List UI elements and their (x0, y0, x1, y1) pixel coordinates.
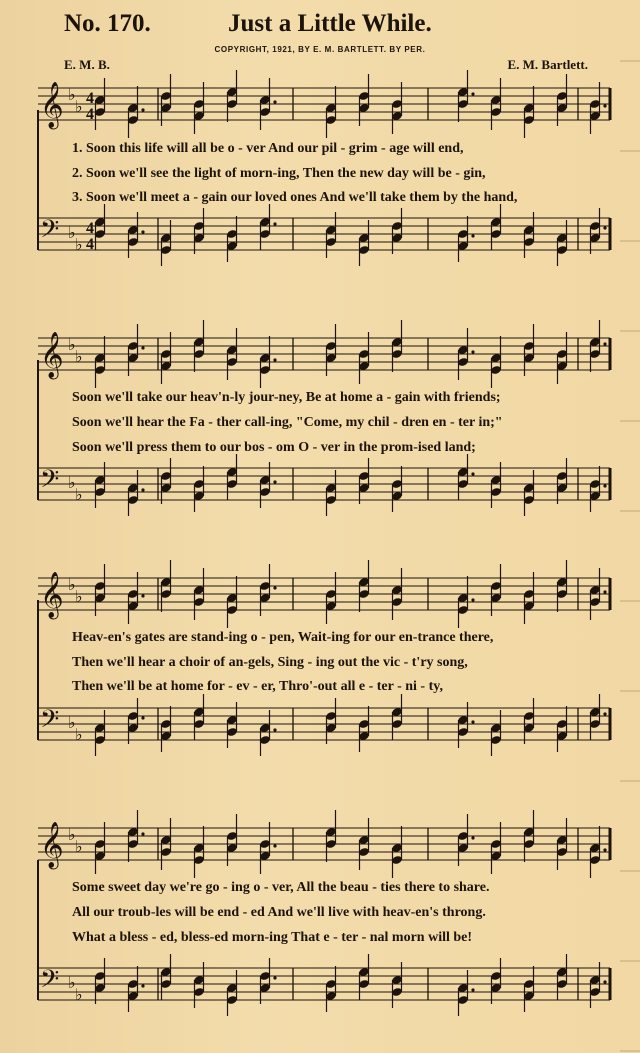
dot (471, 720, 474, 723)
dot (273, 586, 276, 589)
flat-sign: ♭ (68, 575, 76, 594)
bass-clef-glyph: 𝄢 (40, 465, 60, 500)
time-signature: 4 (86, 220, 94, 237)
dot (603, 226, 606, 229)
dot (471, 836, 474, 839)
hymn-number: No. 170. (64, 10, 151, 37)
lyric-line-s3-v1: Heav-en's gates are stand-ing o - pen, Wait-ing for our en-trance there, (72, 630, 494, 645)
composer: E. M. Bartlett. (507, 57, 588, 72)
dot (273, 222, 276, 225)
dot (141, 346, 144, 349)
flat-sign: ♭ (68, 825, 76, 844)
dot (603, 484, 606, 487)
dot (273, 100, 276, 103)
treble-clef-glyph: 𝄞 (40, 332, 64, 378)
dot (141, 230, 144, 233)
treble-clef-glyph: 𝄞 (40, 572, 64, 618)
lyric-line-s1-v1: 1. Soon this life will all be o - ver And our pil - grim - age will end, (72, 141, 464, 156)
dot (141, 108, 144, 111)
dot (141, 716, 144, 719)
dot (471, 598, 474, 601)
dot (603, 980, 606, 983)
flat-sign: ♭ (68, 473, 76, 492)
lyric-line-s1-v2: 2. Soon we'll see the light of morn-ing, Then the new day will be - gin, (72, 166, 486, 181)
lyric-line-s3-v2: Then we'll hear a choir of an-gels, Sing - ing out the vic - t'ry song, (72, 655, 468, 670)
flat-sign: ♭ (68, 223, 76, 242)
flat-sign: ♭ (75, 985, 83, 1004)
flat-sign: ♭ (75, 485, 83, 504)
copyright-line: COPYRIGHT, 1921, BY E. M. BARTLETT. BY PER. (214, 45, 426, 54)
flat-sign: ♭ (75, 837, 83, 856)
lyric-line-s1-v3: 3. Soon we'll meet a - gain our loved ones And we'll take them by the hand, (72, 190, 518, 205)
lyric-line-s2-v3: Soon we'll press them to our bos - om O - ver in the prom-ised land; (72, 440, 476, 455)
dot (603, 104, 606, 107)
dot (471, 350, 474, 353)
bass-clef-glyph: 𝄢 (40, 965, 60, 1000)
time-signature: 4 (86, 236, 94, 253)
lyric-line-s4-v2: All our troub-les will be end - ed And we'll live with heav-en's throng. (72, 905, 486, 920)
dot (273, 480, 276, 483)
flat-sign: ♭ (75, 347, 83, 366)
time-signature: 4 (86, 90, 94, 107)
dot (603, 590, 606, 593)
dot (273, 844, 276, 847)
flat-sign: ♭ (75, 97, 83, 116)
flat-sign: ♭ (75, 725, 83, 744)
treble-clef-glyph: 𝄞 (40, 82, 64, 128)
dot (141, 832, 144, 835)
dot (141, 488, 144, 491)
dot (273, 728, 276, 731)
lyric-line-s2-v2: Soon we'll hear the Fa - ther call-ing, "Come, my chil - dren en - ter in;" (72, 415, 503, 430)
hymn-title: Just a Little While. (228, 10, 432, 37)
lyricist: E. M. B. (64, 57, 110, 72)
lyric-line-s4-v1: Some sweet day we're go - ing o - ver, All the beau - ties there to share. (72, 880, 490, 895)
time-signature: 4 (86, 106, 94, 123)
dot (471, 988, 474, 991)
dot (603, 342, 606, 345)
flat-sign: ♭ (68, 85, 76, 104)
dot (471, 472, 474, 475)
lyric-line-s3-v3: Then we'll be at home for - ev - er, Thro'-out all e - ter - ni - ty, (72, 679, 443, 694)
dot (471, 92, 474, 95)
dot (471, 234, 474, 237)
dot (273, 358, 276, 361)
bass-clef-glyph: 𝄢 (40, 215, 60, 250)
dot (603, 848, 606, 851)
flat-sign: ♭ (75, 587, 83, 606)
flat-sign: ♭ (68, 973, 76, 992)
dot (603, 712, 606, 715)
flat-sign: ♭ (75, 235, 83, 254)
dot (141, 594, 144, 597)
treble-clef-glyph: 𝄞 (40, 822, 64, 868)
lyric-line-s2-v1: Soon we'll take our heav'n-ly jour-ney, Be at home a - gain with friends; (72, 390, 501, 405)
flat-sign: ♭ (68, 335, 76, 354)
lyric-line-s4-v3: What a bless - ed, bless-ed morn-ing That e - ter - nal morn will be! (72, 930, 473, 945)
bass-clef-glyph: 𝄢 (40, 705, 60, 740)
flat-sign: ♭ (68, 713, 76, 732)
dot (273, 976, 276, 979)
dot (141, 984, 144, 987)
